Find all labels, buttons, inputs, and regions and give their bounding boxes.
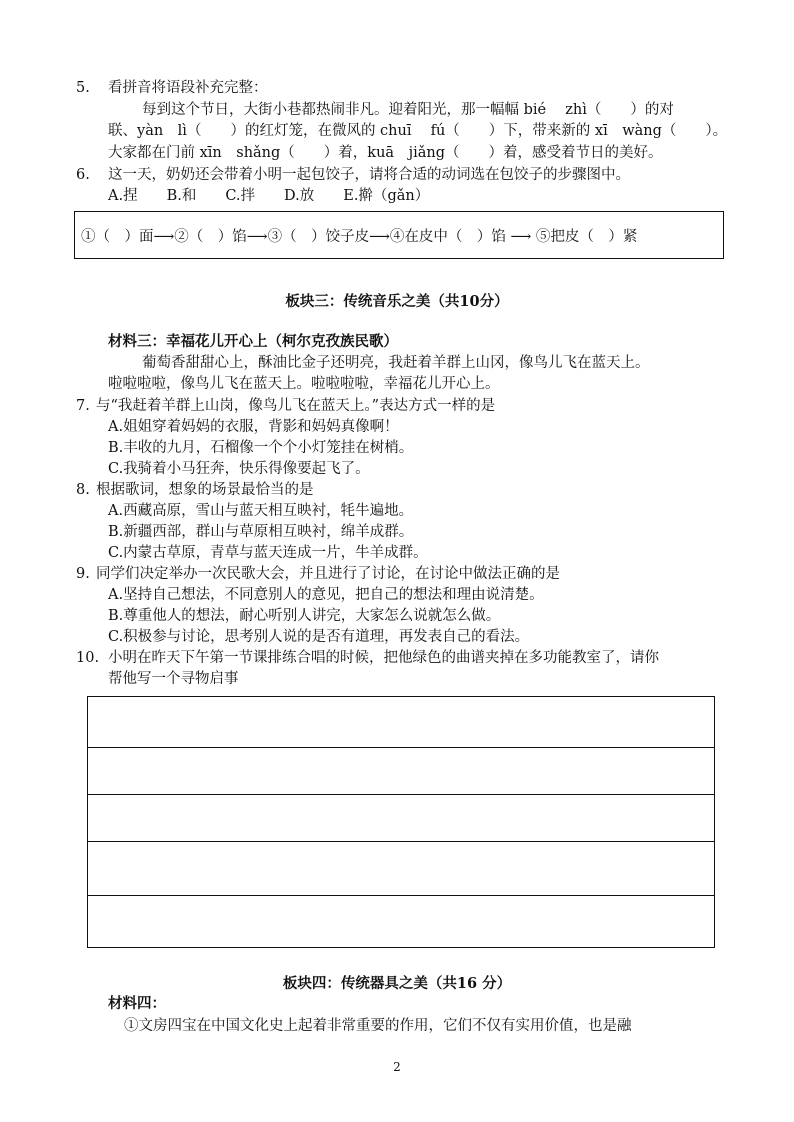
- answer-grid-rule: [88, 895, 714, 896]
- q9-stem: 同学们决定举办一次民歌大会，并且进行了讨论，在讨论中做法正确的是: [96, 566, 560, 582]
- q8-option-a: A.西藏高原，雪山与蓝天相互映衬，牦牛遍地。: [108, 503, 414, 519]
- q8-stem: 根据歌词，想象的场景最恰当的是: [96, 482, 314, 498]
- section-3-title: 板块三：传统音乐之美（共10分）: [285, 293, 509, 310]
- material-3-lyrics-2: 啦啦啦啦，像鸟儿飞在蓝天上。啦啦啦啦，幸福花儿开心上。: [108, 376, 500, 392]
- q10-stem-line-1: 小明在昨天下午第一节课排练合唱的时候，把他绿色的曲谱夹掉在多功能教室了，请你: [108, 650, 659, 666]
- page-number: 2: [393, 1060, 401, 1074]
- q7-option-b: B.丰收的九月，石榴像一个个小灯笼挂在树梢。: [108, 440, 414, 456]
- section-4-title: 板块四：传统器具之美（共16 分）: [282, 975, 512, 992]
- material-3-lyrics-1: 葡萄香甜甜心上，酥油比金子还明亮，我赶着羊群上山冈，像鸟儿飞在蓝天上。: [142, 355, 650, 371]
- answer-grid-rule: [88, 794, 714, 795]
- q5-stem: 看拼音将语段补充完整：: [108, 80, 268, 96]
- q6-number: 6.: [76, 167, 90, 183]
- material-3-title: 材料三：幸福花儿开心上（柯尔克孜族民歌）: [108, 333, 398, 350]
- answer-grid-rule: [88, 841, 714, 842]
- q10-stem-line-2: 帮他写一个寻物启事: [108, 671, 239, 687]
- q5-number: 5.: [76, 80, 90, 96]
- q7-option-c: C.我骑着小马狂奔，快乐得像要起飞了。: [108, 461, 370, 477]
- q7-stem: 与“我赶着羊群上山岗，像鸟儿飞在蓝天上。”表达方式一样的是: [96, 398, 496, 414]
- q7-number: 7.: [76, 398, 90, 414]
- q8-option-c: C.内蒙古草原，青草与蓝天连成一片，牛羊成群。: [108, 545, 428, 561]
- q5-passage-line-3: 大家都在门前 xīn shǎng（ ）着，kuā jiǎng（ ）着，感受着节日的美好。: [108, 145, 663, 161]
- q6-options: A.捏 B.和 C.拌 D.放 E.擀（gǎn）: [108, 188, 430, 204]
- q9-option-a: A.坚持自己想法，不同意别人的意见，把自己的想法和理由说清楚。: [108, 587, 544, 603]
- q5-passage-line-1: 每到这个节日，大街小巷都热闹非凡。迎着阳光，那一幅幅 bié zhì（ ）的对: [142, 102, 674, 118]
- q10-number: 10.: [76, 650, 100, 666]
- q5-passage-line-2: 联、yàn lì（ ）的红灯笼，在微风的 chuī fú（ ）下，带来新的 xī wàng（ ）。: [108, 123, 728, 139]
- q9-number: 9.: [76, 566, 90, 582]
- q7-option-a: A.姐姐穿着妈妈的衣服，背影和妈妈真像啊！: [108, 419, 399, 435]
- material-4-paragraph-1: ①文房四宝在中国文化史上起着非常重要的作用，它们不仅有实用价值，也是融: [124, 1018, 632, 1034]
- q8-number: 8.: [76, 482, 90, 498]
- answer-grid-rule: [88, 747, 714, 748]
- dumpling-steps: ①（ ）面⟶②（ ）馅⟶③（ ）饺子皮⟶④在皮中（ ）馅 ⟶ ⑤把皮（ ）紧: [81, 229, 638, 245]
- lost-notice-answer-grid[interactable]: [87, 696, 715, 948]
- q9-option-c: C.积极参与讨论，思考别人说的是否有道理，再发表自己的看法。: [108, 629, 530, 645]
- q6-stem: 这一天，奶奶还会带着小明一起包饺子，请将合适的动词选在包饺子的步骤图中。: [108, 167, 630, 183]
- q9-option-b: B.尊重他人的想法，耐心听别人讲完，大家怎么说就怎么做。: [108, 608, 501, 624]
- q8-option-b: B.新疆西部，群山与草原相互映衬，绵羊成群。: [108, 524, 414, 540]
- dumpling-steps-box: [74, 211, 724, 259]
- material-4-title: 材料四：: [108, 995, 166, 1012]
